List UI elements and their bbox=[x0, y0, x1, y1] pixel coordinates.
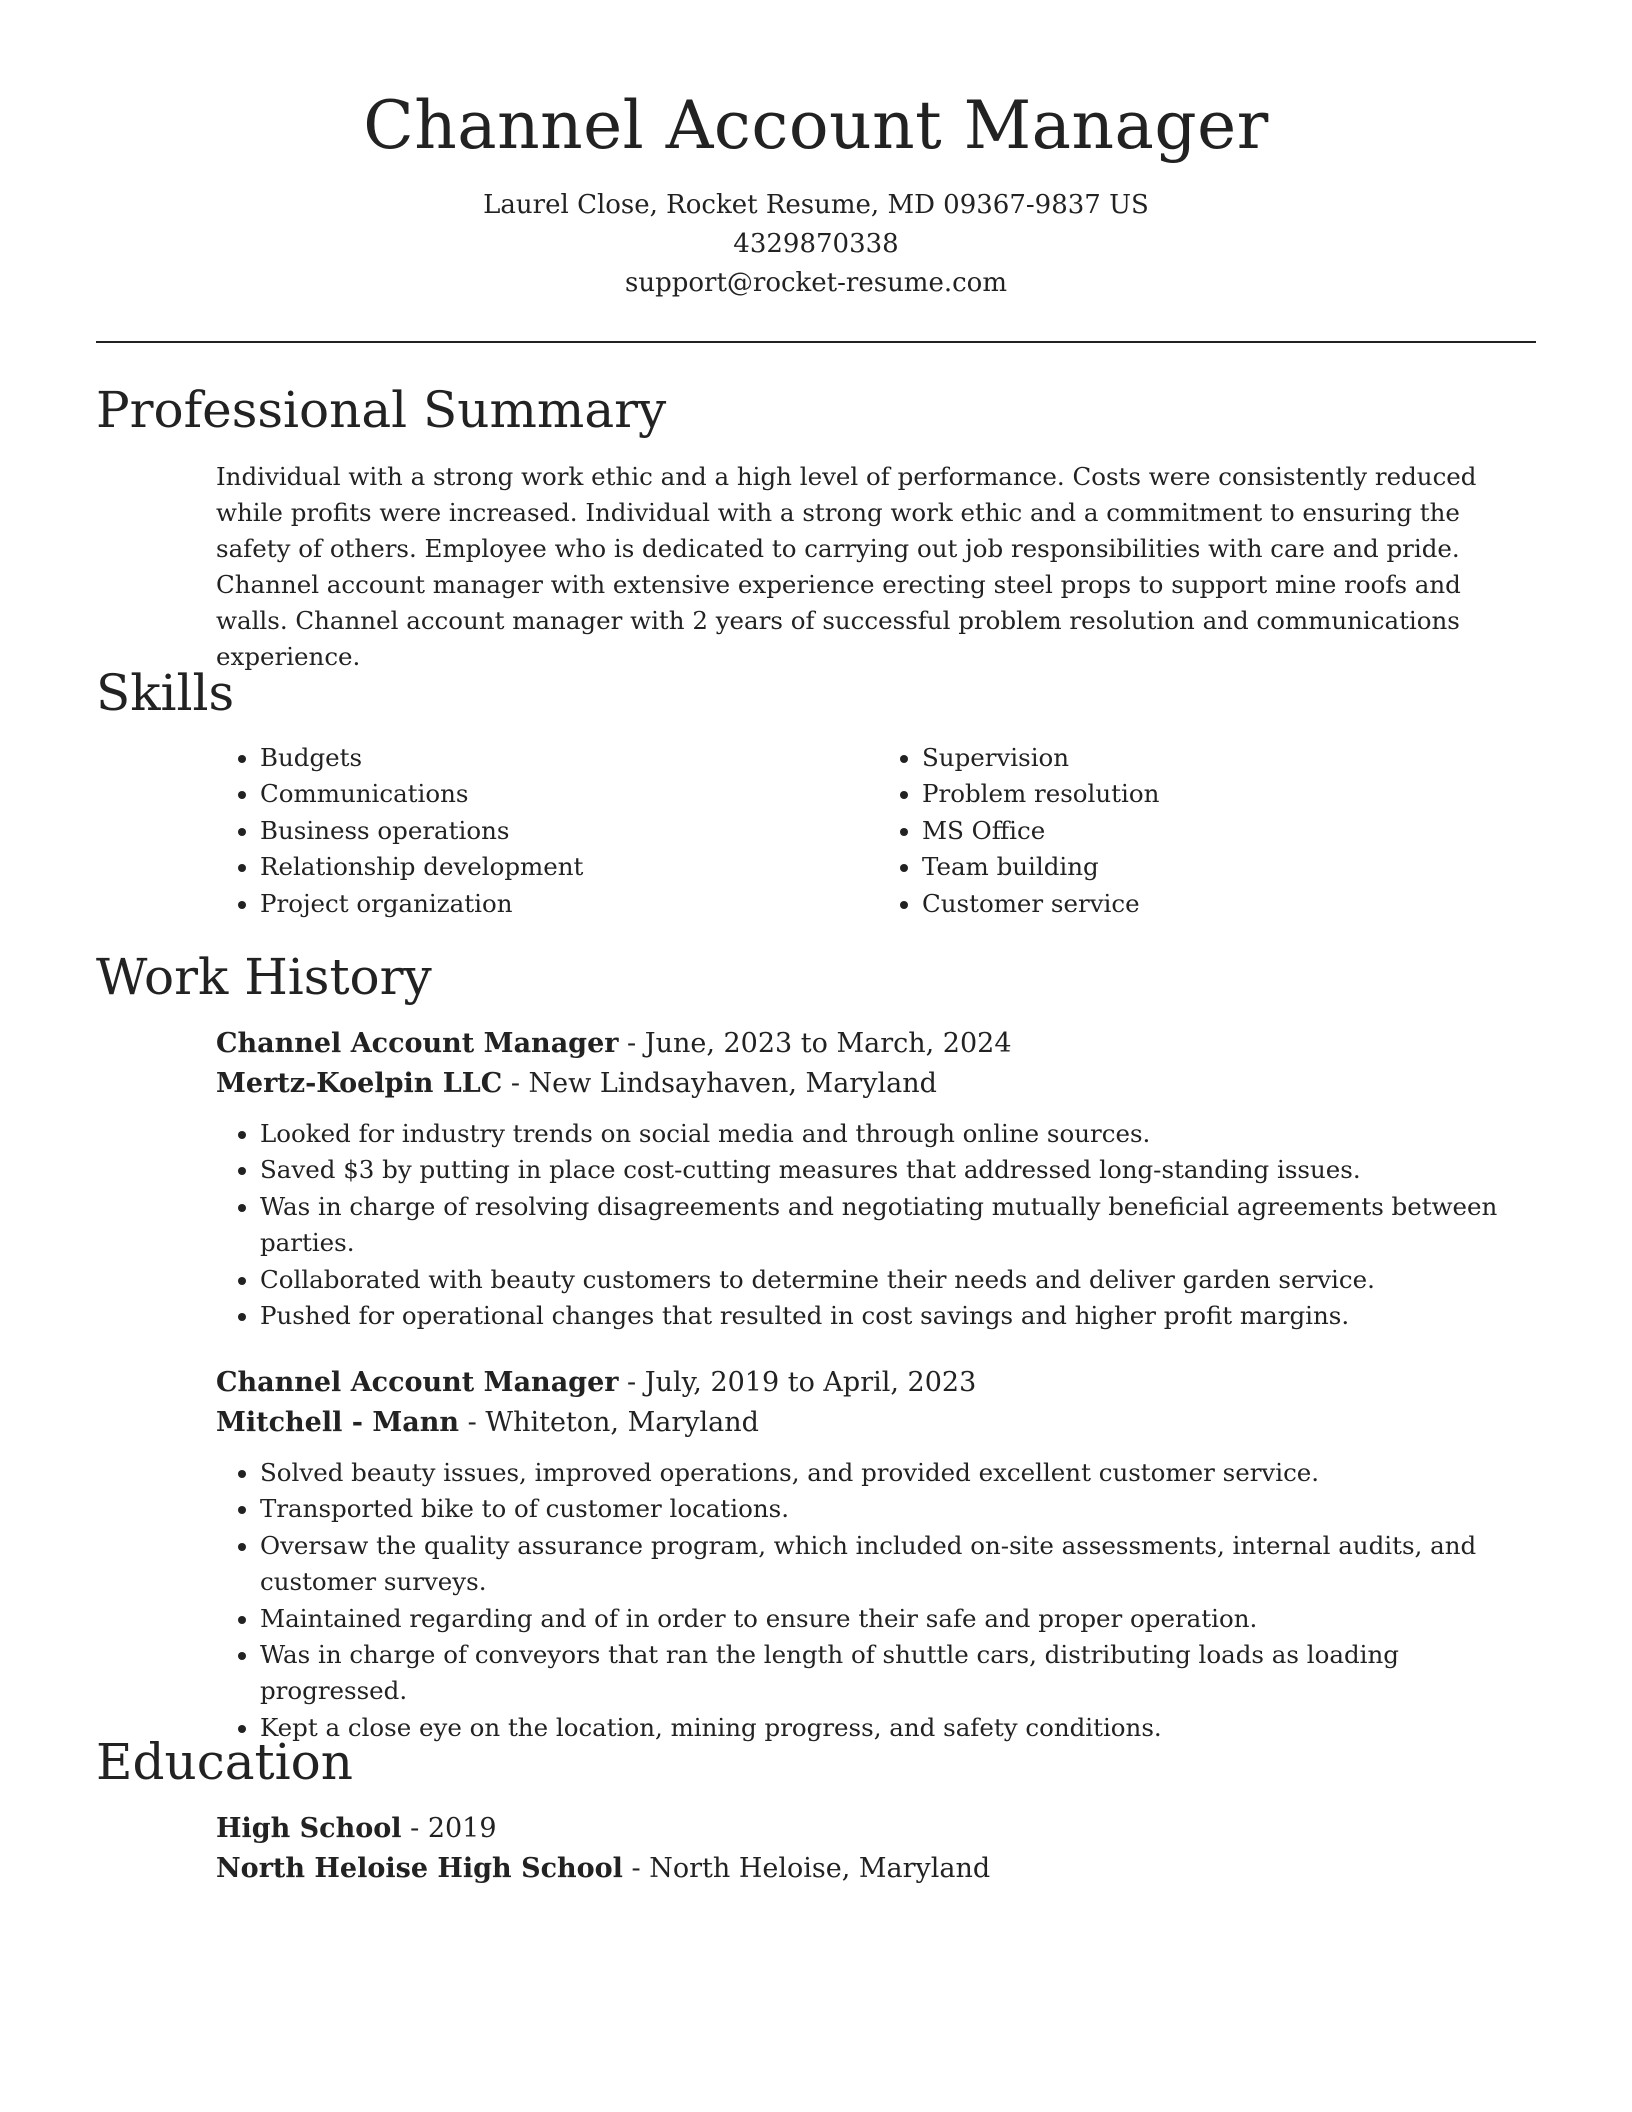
job-bullet: • Kept a close eye on the location, mining progress, and safety conditions. bbox=[260, 1710, 1540, 1746]
education-school-line bbox=[216, 1849, 1540, 1889]
skill-item: • Customer service bbox=[922, 886, 1540, 922]
job-bullet: • Saved $3 by putting in place cost-cutting measures that addressed long-standing issues. bbox=[260, 1152, 1540, 1188]
contact-address: Laurel Close, Rocket Resume, MD 09367-9837 US bbox=[483, 190, 1149, 220]
skill-item: • MS Office bbox=[922, 813, 1540, 849]
skill-item: • Team building bbox=[922, 849, 1540, 885]
job-company-line bbox=[216, 1403, 1540, 1443]
skill-item: • Problem resolution bbox=[922, 776, 1540, 812]
job-dates: - July, 2019 to April, 2023 bbox=[618, 1367, 977, 1398]
skills-section bbox=[216, 740, 1540, 922]
job-bullet: • Pushed for operational changes that resulted in cost savings and higher profit margins. bbox=[260, 1298, 1540, 1334]
education-degree-line bbox=[216, 1809, 1540, 1849]
job-title-line bbox=[216, 1363, 1540, 1403]
job-location: - New Lindsayhaven, Maryland bbox=[502, 1068, 937, 1099]
job-bullet: • Solved beauty issues, improved operations, and provided excellent customer service. bbox=[260, 1455, 1540, 1491]
job-dates: - June, 2023 to March, 2024 bbox=[618, 1028, 1012, 1059]
contact-email: support@rocket-resume.com bbox=[624, 268, 1007, 298]
skills-heading: Skills bbox=[96, 664, 235, 722]
header-divider bbox=[96, 341, 1536, 343]
job-company-line bbox=[216, 1064, 1540, 1104]
job-location: - Whiteton, Maryland bbox=[459, 1407, 759, 1438]
skill-item: • Project organization bbox=[260, 886, 878, 922]
skills-list-left bbox=[216, 740, 878, 922]
job-bullet: • Collaborated with beauty customers to determine their needs and deliver garden service. bbox=[260, 1262, 1540, 1298]
skill-item: • Supervision bbox=[922, 740, 1540, 776]
job-bullets bbox=[216, 1116, 1540, 1334]
job-entry bbox=[216, 1363, 1540, 1746]
job-bullets bbox=[216, 1455, 1540, 1746]
job-bullet: • Was in charge of resolving disagreements and negotiating mutually beneficial agreements between parties. bbox=[260, 1189, 1540, 1262]
job-bullet: • Maintained regarding and of in order to ensure their safe and proper operation. bbox=[260, 1601, 1540, 1637]
job-bullet: • Oversaw the quality assurance program, which included on-site assessments, internal audits, and customer surveys. bbox=[260, 1528, 1540, 1601]
candidate-title: Channel Account Manager bbox=[363, 87, 1269, 164]
education-entry bbox=[216, 1809, 1540, 1889]
skill-item: • Budgets bbox=[260, 740, 878, 776]
resume-header bbox=[96, 84, 1536, 303]
summary-text: Individual with a strong work ethic and a high level of performance. Costs were consistently reduced while profits were increased. Individual with a strong work ethic and a commitment to ensuring the safety of others. Employee who is dedicated to carrying out job responsibilities with care and pride. Channel account manager with extensive experience erecting steel props to support mine roofs and walls. Channel account manager with 2 years of successful problem resolution and communications experience. bbox=[216, 462, 1477, 671]
job-company: Mitchell - Mann bbox=[216, 1407, 460, 1438]
job-title-line bbox=[216, 1024, 1540, 1064]
job-entry bbox=[216, 1024, 1540, 1334]
job-company: Mertz-Koelpin LLC bbox=[216, 1068, 503, 1099]
education-heading: Education bbox=[96, 1733, 353, 1791]
contact-phone: 4329870338 bbox=[733, 229, 899, 259]
job-bullet: • Looked for industry trends on social media and through online sources. bbox=[260, 1116, 1540, 1152]
education-location: - North Heloise, Maryland bbox=[622, 1853, 991, 1884]
work-heading: Work History bbox=[96, 948, 432, 1006]
skill-item: • Relationship development bbox=[260, 849, 878, 885]
education-degree: High School bbox=[216, 1813, 402, 1844]
job-position: Channel Account Manager bbox=[216, 1028, 619, 1059]
education-year: - 2019 bbox=[401, 1813, 497, 1844]
job-bullet: • Was in charge of conveyors that ran the length of shuttle cars, distributing loads as loading progressed. bbox=[260, 1637, 1540, 1710]
summary-section bbox=[216, 459, 1540, 675]
job-position: Channel Account Manager bbox=[216, 1367, 619, 1398]
job-bullet: • Transported bike to of customer locations. bbox=[260, 1491, 1540, 1527]
skills-list-right bbox=[878, 740, 1540, 922]
skill-item: • Business operations bbox=[260, 813, 878, 849]
education-school: North Heloise High School bbox=[216, 1853, 623, 1884]
skill-item: • Communications bbox=[260, 776, 878, 812]
summary-heading: Professional Summary bbox=[96, 381, 667, 439]
